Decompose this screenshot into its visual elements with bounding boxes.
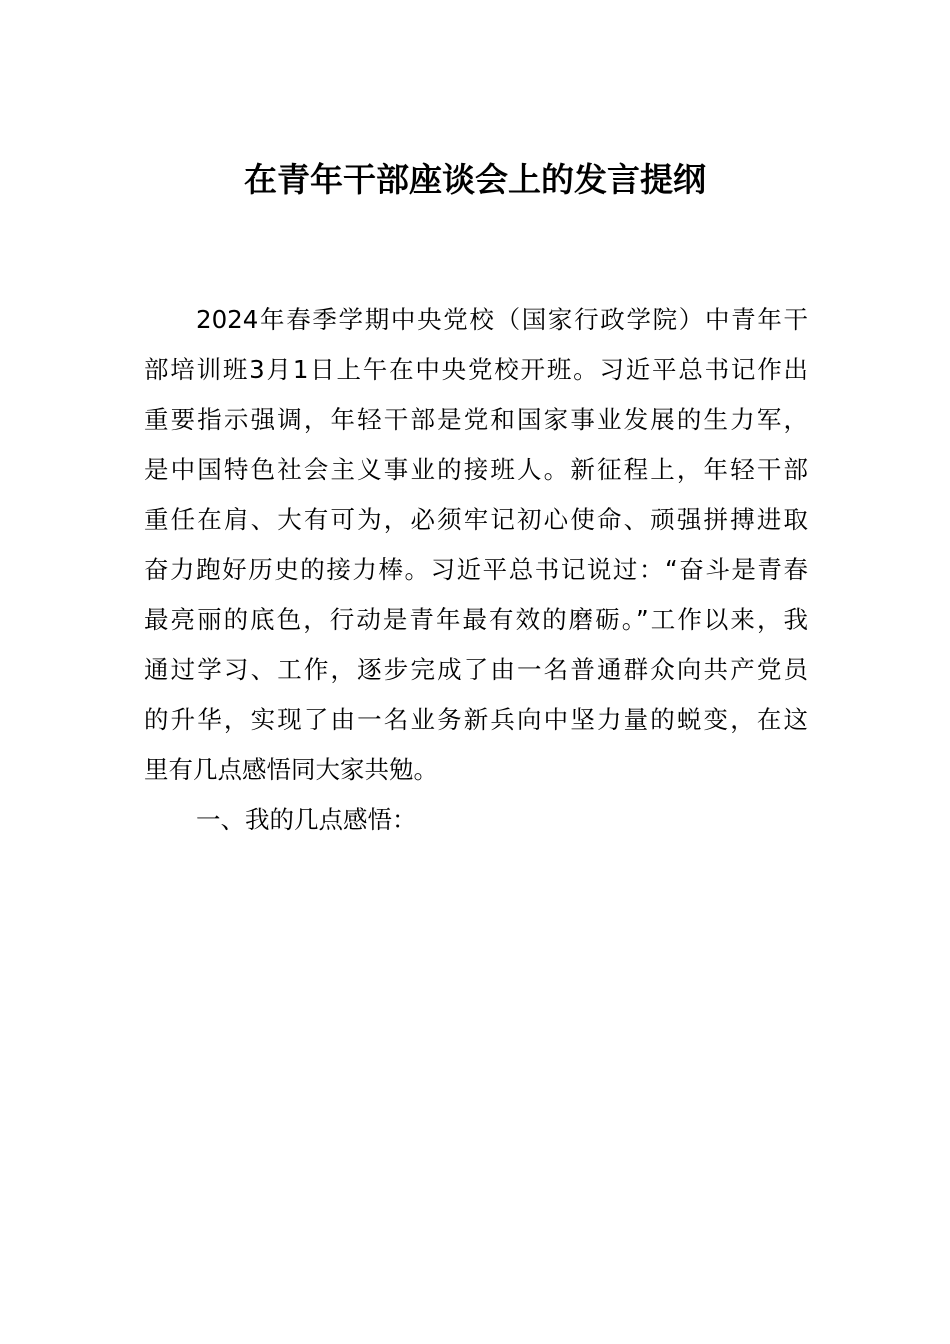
paragraph-line: 里有几点感悟同大家共勉。 <box>144 755 438 784</box>
paragraph-line: 是中国特色社会主义事业的接班人。新征程上，年轻干部 <box>144 455 808 484</box>
paragraph-line: 重任在肩、大有可为，必须牢记初心使命、顽强拼搏进取 <box>144 505 808 534</box>
paragraph-line: 通过学习、工作，逐步完成了由一名普通群众向共产党员 <box>144 655 808 684</box>
document-body <box>144 295 808 845</box>
section-heading: 一、我的几点感悟： <box>196 805 417 834</box>
paragraph-line: 的升华，实现了由一名业务新兵向中坚力量的蜕变，在这 <box>144 705 808 734</box>
paragraph-line: 最亮丽的底色，行动是青年最有效的磨砺。”工作以来，我 <box>144 605 808 634</box>
paragraph-line: 重要指示强调，年轻干部是党和国家事业发展的生力军， <box>144 405 808 434</box>
document-title: 在青年干部座谈会上的发言提纲 <box>244 160 706 199</box>
paragraph-line: 2024年春季学期中央党校（国家行政学院）中青年干 <box>196 305 808 334</box>
paragraph-line: 部培训班3月1日上午在中央党校开班。习近平总书记作出 <box>144 355 808 384</box>
paragraph-line: 奋力跑好历史的接力棒。习近平总书记说过：“奋斗是青春 <box>144 555 808 584</box>
